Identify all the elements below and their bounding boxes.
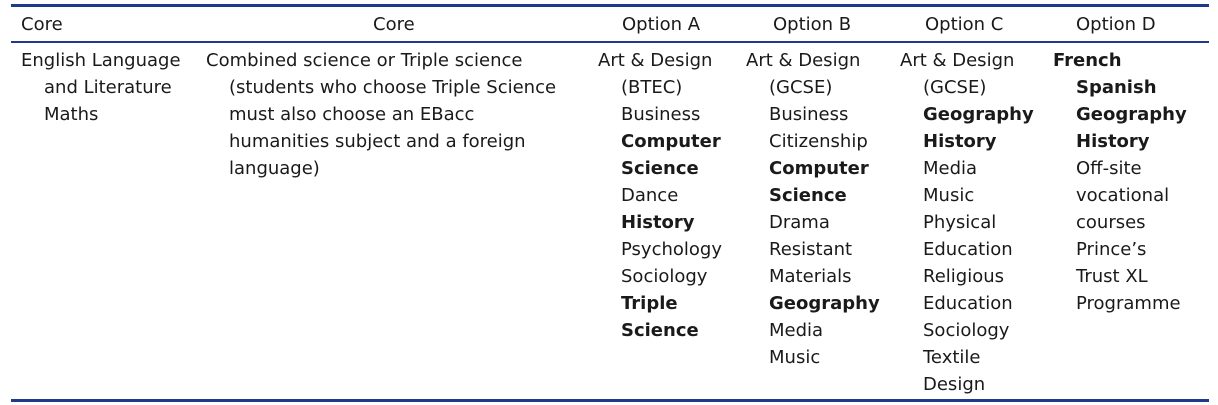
core-2-line: language) xyxy=(229,158,320,179)
option-b-subject: Business xyxy=(769,104,849,125)
option-b-subject: Drama xyxy=(769,212,830,233)
option-c-cell xyxy=(900,47,1050,398)
option-a-subject: Computer xyxy=(621,131,721,152)
option-b-subject: Music xyxy=(769,347,821,368)
option-b-subject: Materials xyxy=(769,266,852,287)
option-d-subject: Spanish xyxy=(1076,77,1157,98)
option-a-subject: (BTEC) xyxy=(621,77,683,98)
option-a-subject: Science xyxy=(621,320,699,341)
option-d-subject: History xyxy=(1076,131,1150,152)
header-core-1: Core xyxy=(21,14,63,35)
option-a-cell xyxy=(598,47,738,344)
header-option-a: Option A xyxy=(622,14,701,35)
option-b-subject: Computer xyxy=(769,158,869,179)
option-c-subject: Education xyxy=(923,239,1013,260)
option-d-subject: vocational xyxy=(1076,185,1170,206)
option-a-subject: Dance xyxy=(621,185,679,206)
header-option-b: Option B xyxy=(773,14,852,35)
option-c-subject: Art & Design xyxy=(900,50,1015,71)
option-c-subject: Religious xyxy=(923,266,1004,287)
option-c-subject: Design xyxy=(923,374,986,395)
core-2-line: (students who choose Triple Science xyxy=(229,77,557,98)
core-1-line: and Literature xyxy=(44,77,172,98)
table-bottom-rule xyxy=(11,399,1209,402)
option-d-subject: Geography xyxy=(1076,104,1187,125)
option-b-subject: Geography xyxy=(769,293,880,314)
option-c-subject: History xyxy=(923,131,997,152)
option-c-subject: (GCSE) xyxy=(923,77,987,98)
option-a-subject: Triple xyxy=(621,293,678,314)
option-d-subject: French xyxy=(1053,50,1122,71)
core-2-cell xyxy=(206,47,591,182)
option-a-subject: Science xyxy=(621,158,699,179)
option-c-subject: Education xyxy=(923,293,1013,314)
option-b-subject: Art & Design xyxy=(746,50,861,71)
option-d-subject: Programme xyxy=(1076,293,1181,314)
option-b-subject: Media xyxy=(769,320,824,341)
option-c-subject: Sociology xyxy=(923,320,1010,341)
option-b-subject: Resistant xyxy=(769,239,853,260)
option-b-subject: (GCSE) xyxy=(769,77,833,98)
option-c-subject: Media xyxy=(923,158,978,179)
header-option-d: Option D xyxy=(1076,14,1156,35)
option-d-subject: Prince’s xyxy=(1076,239,1147,260)
subject-options-table xyxy=(11,4,1209,402)
option-c-subject: Music xyxy=(923,185,975,206)
option-a-subject: Art & Design xyxy=(598,50,713,71)
option-a-subject: Psychology xyxy=(621,239,722,260)
option-d-cell xyxy=(1053,47,1203,317)
option-a-subject: Sociology xyxy=(621,266,708,287)
core-2-line: humanities subject and a foreign xyxy=(229,131,526,152)
core-1-line: Maths xyxy=(44,104,99,125)
header-core-2: Core xyxy=(373,14,415,35)
core-1-cell xyxy=(21,47,201,128)
table-header-row xyxy=(11,7,1209,41)
option-c-subject: Physical xyxy=(923,212,997,233)
option-c-subject: Textile xyxy=(923,347,981,368)
option-c-subject: Geography xyxy=(923,104,1034,125)
core-2-line: must also choose an EBacc xyxy=(229,104,475,125)
option-b-subject: Citizenship xyxy=(769,131,868,152)
core-2-line: Combined science or Triple science xyxy=(206,50,523,71)
option-a-subject: Business xyxy=(621,104,701,125)
option-d-subject: courses xyxy=(1076,212,1146,233)
option-b-cell xyxy=(746,47,896,371)
option-a-subject: History xyxy=(621,212,695,233)
header-option-c: Option C xyxy=(925,14,1004,35)
core-1-line: English Language xyxy=(21,50,181,71)
option-d-subject: Trust XL xyxy=(1076,266,1148,287)
table-body-row xyxy=(11,43,1209,399)
option-d-subject: Off-site xyxy=(1076,158,1142,179)
option-b-subject: Science xyxy=(769,185,847,206)
